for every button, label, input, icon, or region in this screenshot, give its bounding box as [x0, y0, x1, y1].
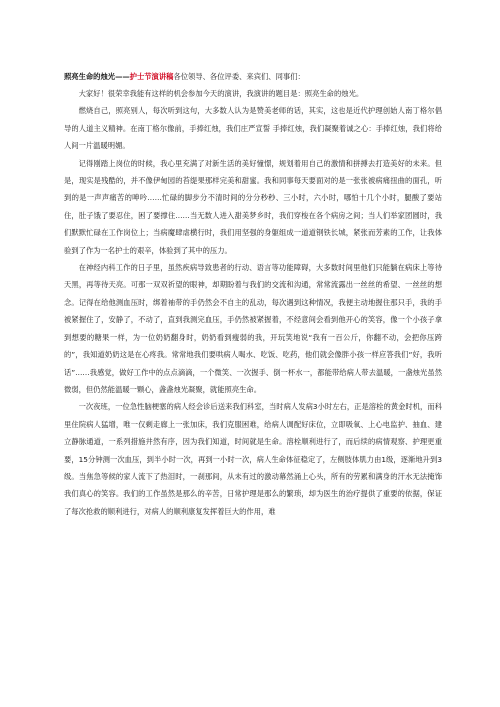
salutation: 各位领导、各位评委、来宾们、同事们： [173, 72, 305, 81]
paragraph-3: 在神经内科工作的日子里，虽然疾病导致患者的行动、语言等功能障碍，大多数时间里他们只能躺在病床上等待天黑，再等待天亮。可那一双双祈望的眼神，却期盼着与我们的交流和沟通，常常流露出一丝丝的希望、一丝丝的想念。记得在给他测血压时，绑着袖带的手仍然会不自主的乱动，每次遇到这种情况，我便主动地握住那只手，我的手被紧握住了，安静了，不动了，直到我测完血压，手仍然被紧握着，不经意间会看到他开心的笑容，像一个小孩子拿到想要的糖果一样，为一位奶奶翻身时，奶奶看到瘦弱的我，开玩笑地说“我有一百公斤，你翻不动，会把你压跨的”，我知道奶奶这是在心疼我。常常地我们要哄病人喝水、吃饭、吃药，他们就会像胖小孩一样应答我们“好，我听话”……我感觉，做好工作中的点点滴滴，一个微笑、一次握手、倒一杯水一，都能带给病人带去温暖，一盏烛光虽然微弱，但仍然能温暖一颗心，盏盏烛光凝聚，就能照亮生命。 [64, 263, 442, 394]
paragraph-1: 燃烧自己，照亮别人，每次听到这句，大多数人认为是赞美老师的话，其实，这也是近代护理创始人南丁格尔倡导的人道主义精神。在南丁格尔像前，手捧红烛，我们庄严宣誓 手捧红烛，我们凝聚着诚之心：手捧红烛，我们将给人间一片温暖明媚。 [64, 106, 442, 151]
paragraph-4: 一次夜班，一位急性脑梗塞的病人经会诊后送来我们科室，当时病人发病3小时左右，正是溶栓的黄金时机，而科里住院病人猛增，唯一仅剩走廊上一张加床，我们克服困难，给病人调配好床位，立即吸氧、上心电监护、抽血、建立静脉通道，一系列措施井然有序，因为我们知道，时间就是生命。溶栓顺利进行了，而后续的病情观察、护理更重要，15分钟测一次血压，到半小时一次，再到一小时一次，病人生命体征稳定了，左侧肢体肌力由1级，逐渐地升到3级。当焦急等候的家人流下了热泪时，一刹那间，从未有过的激动幕然涌上心头，所有的劳累和满身的汗水无法掩饰我们真心的笑容。我们的工作虽然是那么的辛苦，日常护理是那么的繁琐，却为医生的治疗提供了重要的依据，保证了每次抢救的顺利进行，对病人的顺利康复发挥着巨大的作用，难 [64, 402, 442, 516]
paragraph-2: 记得刚踏上岗位的时候，我心里充满了对新生活的美好憧憬，规划着用自己的激情和拼搏去打造美好的未来。但是，现实是残酷的，并不像伊甸园的苔缇果那样完美和甜蜜。我和同事每天要面对的是一张张被病痛扭曲的面孔，听到的是一声声痛苦的呻吟……忙碌的脚步分不清时间的分分秒秒、三小时，六小时，哪怕十几个小时，腿酸了要站住，肚子饿了要忍住，困了要撑住……当无数人进入甜美梦乡时，我们穿梭在各个病房之间；当人们举家团圆时，我们默默忙碌在工作岗位上；当病魔肆虐横行时，我们用坚强的身躯组成一道道钢铁长城，紧张而芳素的工作，让我体验到了作为一名护士的艰辛，体验到了其中的压力。 [64, 158, 442, 255]
document-title: 照亮生命的烛光—— [64, 72, 130, 81]
document-title-highlight: 护士节演讲稿 [129, 72, 174, 81]
paragraph-greeting: 大家好！很荣幸我能有这样的机会参加今天的演讲，我演讲的题目是：照亮生命的烛光。 [78, 89, 364, 98]
document-title-line [64, 68, 442, 85]
document-page [64, 68, 442, 520]
